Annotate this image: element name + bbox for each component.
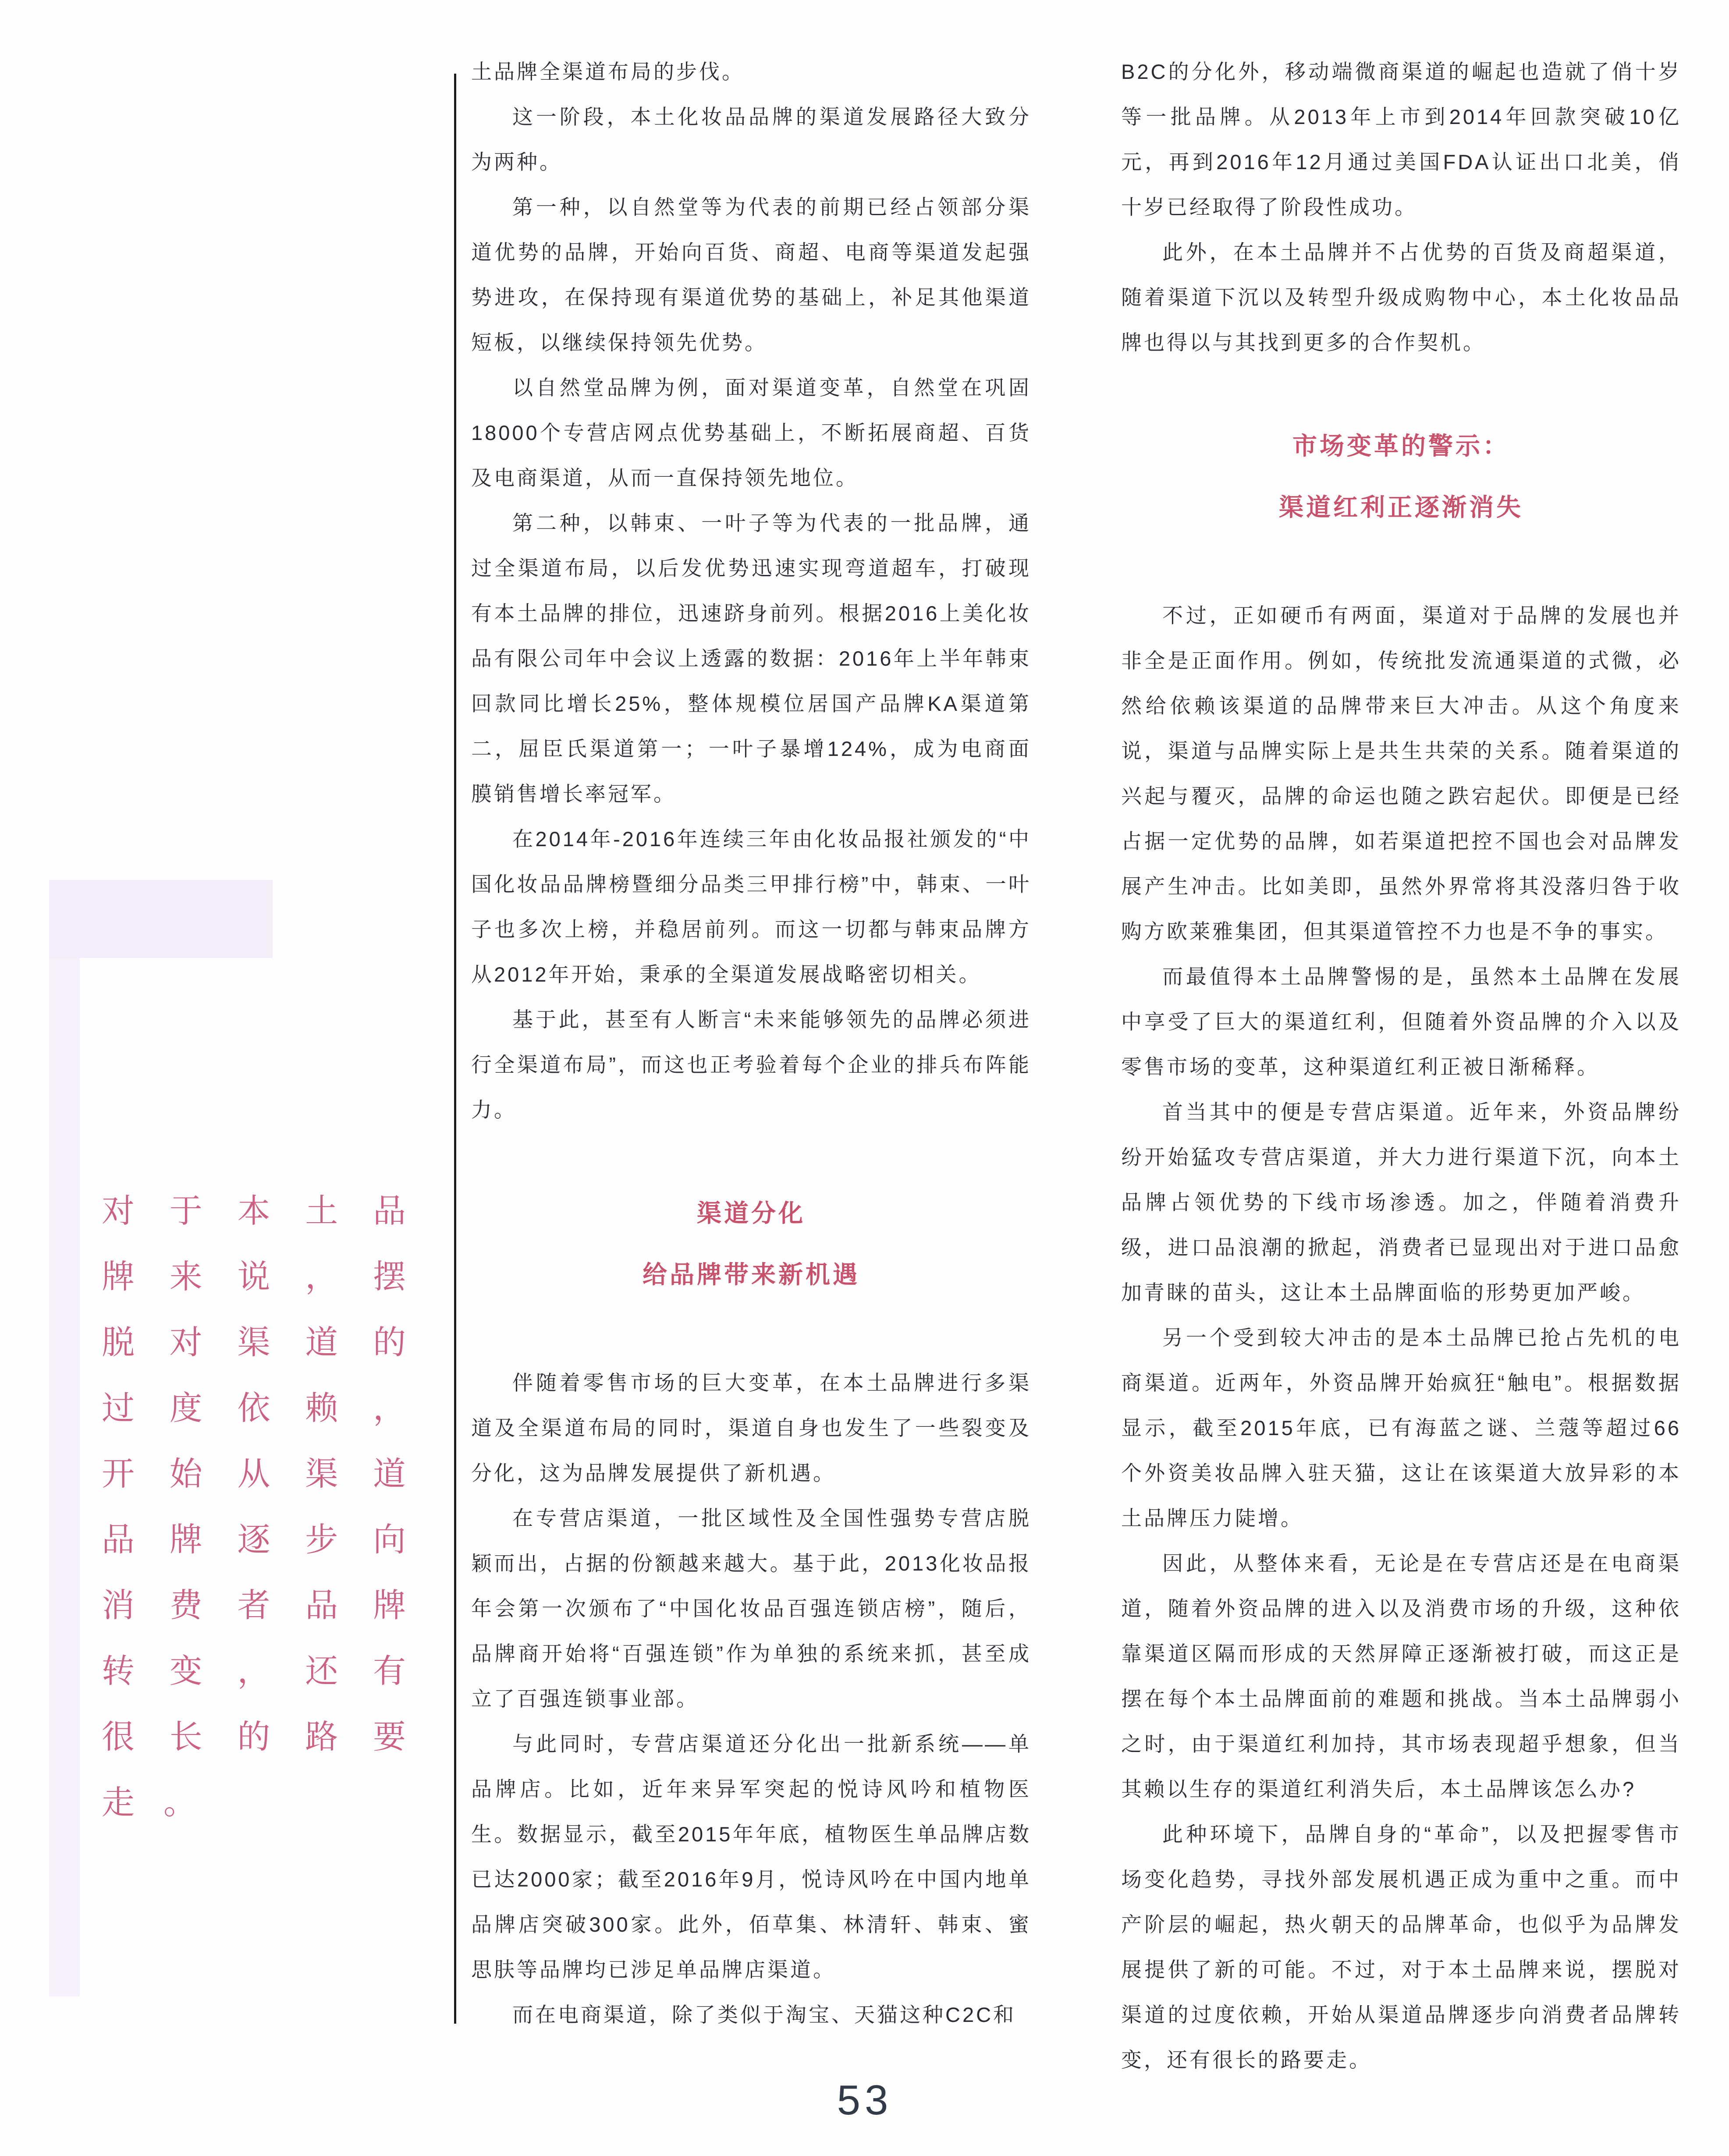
body-paragraph: 首当其中的便是专营店渠道。近年来，外资品牌纷纷开始猛攻专营店渠道，并大力进行渠道下沉，向本土品牌占领优势的下线市场渗透。加之，伴随着消费升级，进口品浪潮的掀起，消费者已显现出对于进口品愈加青睐的苗头，这让本土品牌面临的形势更加严峻。 xyxy=(1121,1100,1681,1304)
body-paragraph: 因此，从整体来看，无论是在专营店还是在电商渠道，随着外资品牌的进入以及消费市场的升级，这种依靠渠道区隔而形成的天然屏障正逐渐被打破，而这正是摆在每个本土品牌面前的难题和挑战。当本土品牌弱小之时，由于渠道红利加持，其市场表现超乎想象，但当其赖以生存的渠道红利消失后，本土品牌该怎么办? xyxy=(1121,1552,1681,1801)
section-heading xyxy=(1121,415,1681,538)
body-paragraph: 基于此，甚至有人断言“未来能够领先的品牌必须进行全渠道布局”，而这也正考验着每个企业的排兵布阵能力。 xyxy=(471,1008,1031,1121)
page-number: 53 xyxy=(837,2077,893,2124)
body-paragraph: 不过，正如硬币有两面，渠道对于品牌的发展也并非全是正面作用。例如，传统批发流通渠道的式微，必然给依赖该渠道的品牌带来巨大冲击。从这个角度来说，渠道与品牌实际上是共生共荣的关系。随着渠道的兴起与覆灭，品牌的命运也随之跌宕起伏。即便是已经占据一定优势的品牌，如若渠道把控不国也会对品牌发展产生冲击。比如美即，虽然外界常将其没落归咎于收购方欧莱雅集团，但其渠道管控不力也是不争的事实。 xyxy=(1121,604,1681,943)
body-paragraph: 以自然堂品牌为例，面对渠道变革，自然堂在巩固18000个专营店网点优势基础上，不断拓展商超、百货及电商渠道，从而一直保持领先地位。 xyxy=(471,376,1031,489)
body-paragraph: 第二种，以韩束、一叶子等为代表的一批品牌，通过全渠道布局，以后发优势迅速实现弯道超车，打破现有本土品牌的排位，迅速跻身前列。根据2016上美化妆品有限公司年中会议上透露的数据：2016年上半年韩束回款同比增长25%，整体规模位居国产品牌KA渠道第二，屈臣氏渠道第一；一叶子暴增124%，成为电商面膜销售增长率冠军。 xyxy=(471,511,1031,805)
section-heading-line: 渠道分化 xyxy=(697,1199,806,1227)
scan-artifact-strip xyxy=(49,958,80,1996)
section-heading-line: 市场变革的警示： xyxy=(1292,432,1510,460)
right-column xyxy=(1121,49,1681,2082)
body-paragraph: 另一个受到较大冲击的是本土品牌已抢占先机的电商渠道。近两年，外资品牌开始疯狂“触电”。根据数据显示，截至2015年底，已有海蓝之谜、兰蔻等超过66个外资美妆品牌入驻天猫，这让在该渠道大放异彩的本土品牌压力陡增。 xyxy=(1121,1326,1681,1530)
body-paragraph: 此外，在本土品牌并不占优势的百货及商超渠道，随着渠道下沉以及转型升级成购物中心，本土化妆品品牌也得以与其找到更多的合作契机。 xyxy=(1121,241,1681,354)
body-paragraph: 在专营店渠道，一批区域性及全国性强势专营店脱颖而出，占据的份额越来越大。基于此，2013化妆品报年会第一次颁布了“中国化妆品百强连锁店榜”，随后，品牌商开始将“百强连锁”作为单独的系统来抓，甚至成立了百强连锁事业部。 xyxy=(471,1507,1031,1710)
body-paragraph: 这一阶段，本土化妆品品牌的渠道发展路径大致分为两种。 xyxy=(471,105,1031,174)
section-heading xyxy=(471,1183,1031,1305)
body-paragraph: 与此同时，专营店渠道还分化出一批新系统——单品牌店。比如，近年来异军突起的悦诗风吟和植物医生。数据显示，截至2015年年底，植物医生单品牌店数已达2000家；截至2016年9月，悦诗风吟在中国内地单品牌店突破300家。此外，佰草集、林清轩、韩束、蜜思肤等品牌均已涉足单品牌店渠道。 xyxy=(471,1732,1031,1981)
body-paragraph: 而在电商渠道，除了类似于淘宝、天猫这种C2C和 xyxy=(512,2003,1016,2026)
scan-artifact-block xyxy=(49,880,273,958)
body-paragraph: 第一种，以自然堂等为代表的前期已经占领部分渠道优势的品牌，开始向百货、商超、电商等渠道发起强势进攻，在保持现有渠道优势的基础上，补足其他渠道短板，以继续保持领先优势。 xyxy=(471,195,1031,354)
left-column xyxy=(471,49,1031,2037)
column-divider-rule xyxy=(454,74,456,2024)
body-paragraph: B2C的分化外，移动端微商渠道的崛起也造就了俏十岁等一批品牌。从2013年上市到2014年回款突破10亿元，再到2016年12月通过美国FDA认证出口北美，俏十岁已经取得了阶段性成功。 xyxy=(1121,60,1681,219)
section-heading-line: 给品牌带来新机遇 xyxy=(643,1261,860,1288)
body-paragraph: 伴随着零售市场的巨大变革，在本土品牌进行多渠道及全渠道布局的同时，渠道自身也发生了一些裂变及分化，这为品牌发展提供了新机遇。 xyxy=(471,1371,1031,1485)
section-heading-line: 渠道红利正逐渐消失 xyxy=(1279,493,1523,521)
body-paragraph: 而最值得本土品牌警惕的是，虽然本土品牌在发展中享受了巨大的渠道红利，但随着外资品牌的介入以及零售市场的变革，这种渠道红利正被日渐稀释。 xyxy=(1121,965,1681,1078)
body-paragraph: 此种环境下，品牌自身的“革命”，以及把握零售市场变化趋势，寻找外部发展机遇正成为重中之重。而中产阶层的崛起，热火朝天的品牌革命，也似乎为品牌发展提供了新的可能。不过，对于本土品牌来说，摆脱对渠道的过度依赖，开始从渠道品牌逐步向消费者品牌转变，还有很长的路要走。 xyxy=(1121,1823,1681,2071)
pull-quote: 对于本土品牌来说，摆脱对渠道的过度依赖，开始从渠道品牌逐步向消费者品牌转变，还有很长的路要走。 xyxy=(102,1192,435,1821)
body-paragraph: 在2014年-2016年连续三年由化妆品报社颁发的“中国化妆品品牌榜暨细分品类三甲排行榜”中，韩束、一叶子也多次上榜，并稳居前列。而这一切都与韩束品牌方从2012年开始，秉承的全渠道发展战略密切相关。 xyxy=(471,827,1031,986)
body-paragraph: 土品牌全渠道布局的步伐。 xyxy=(471,60,745,83)
